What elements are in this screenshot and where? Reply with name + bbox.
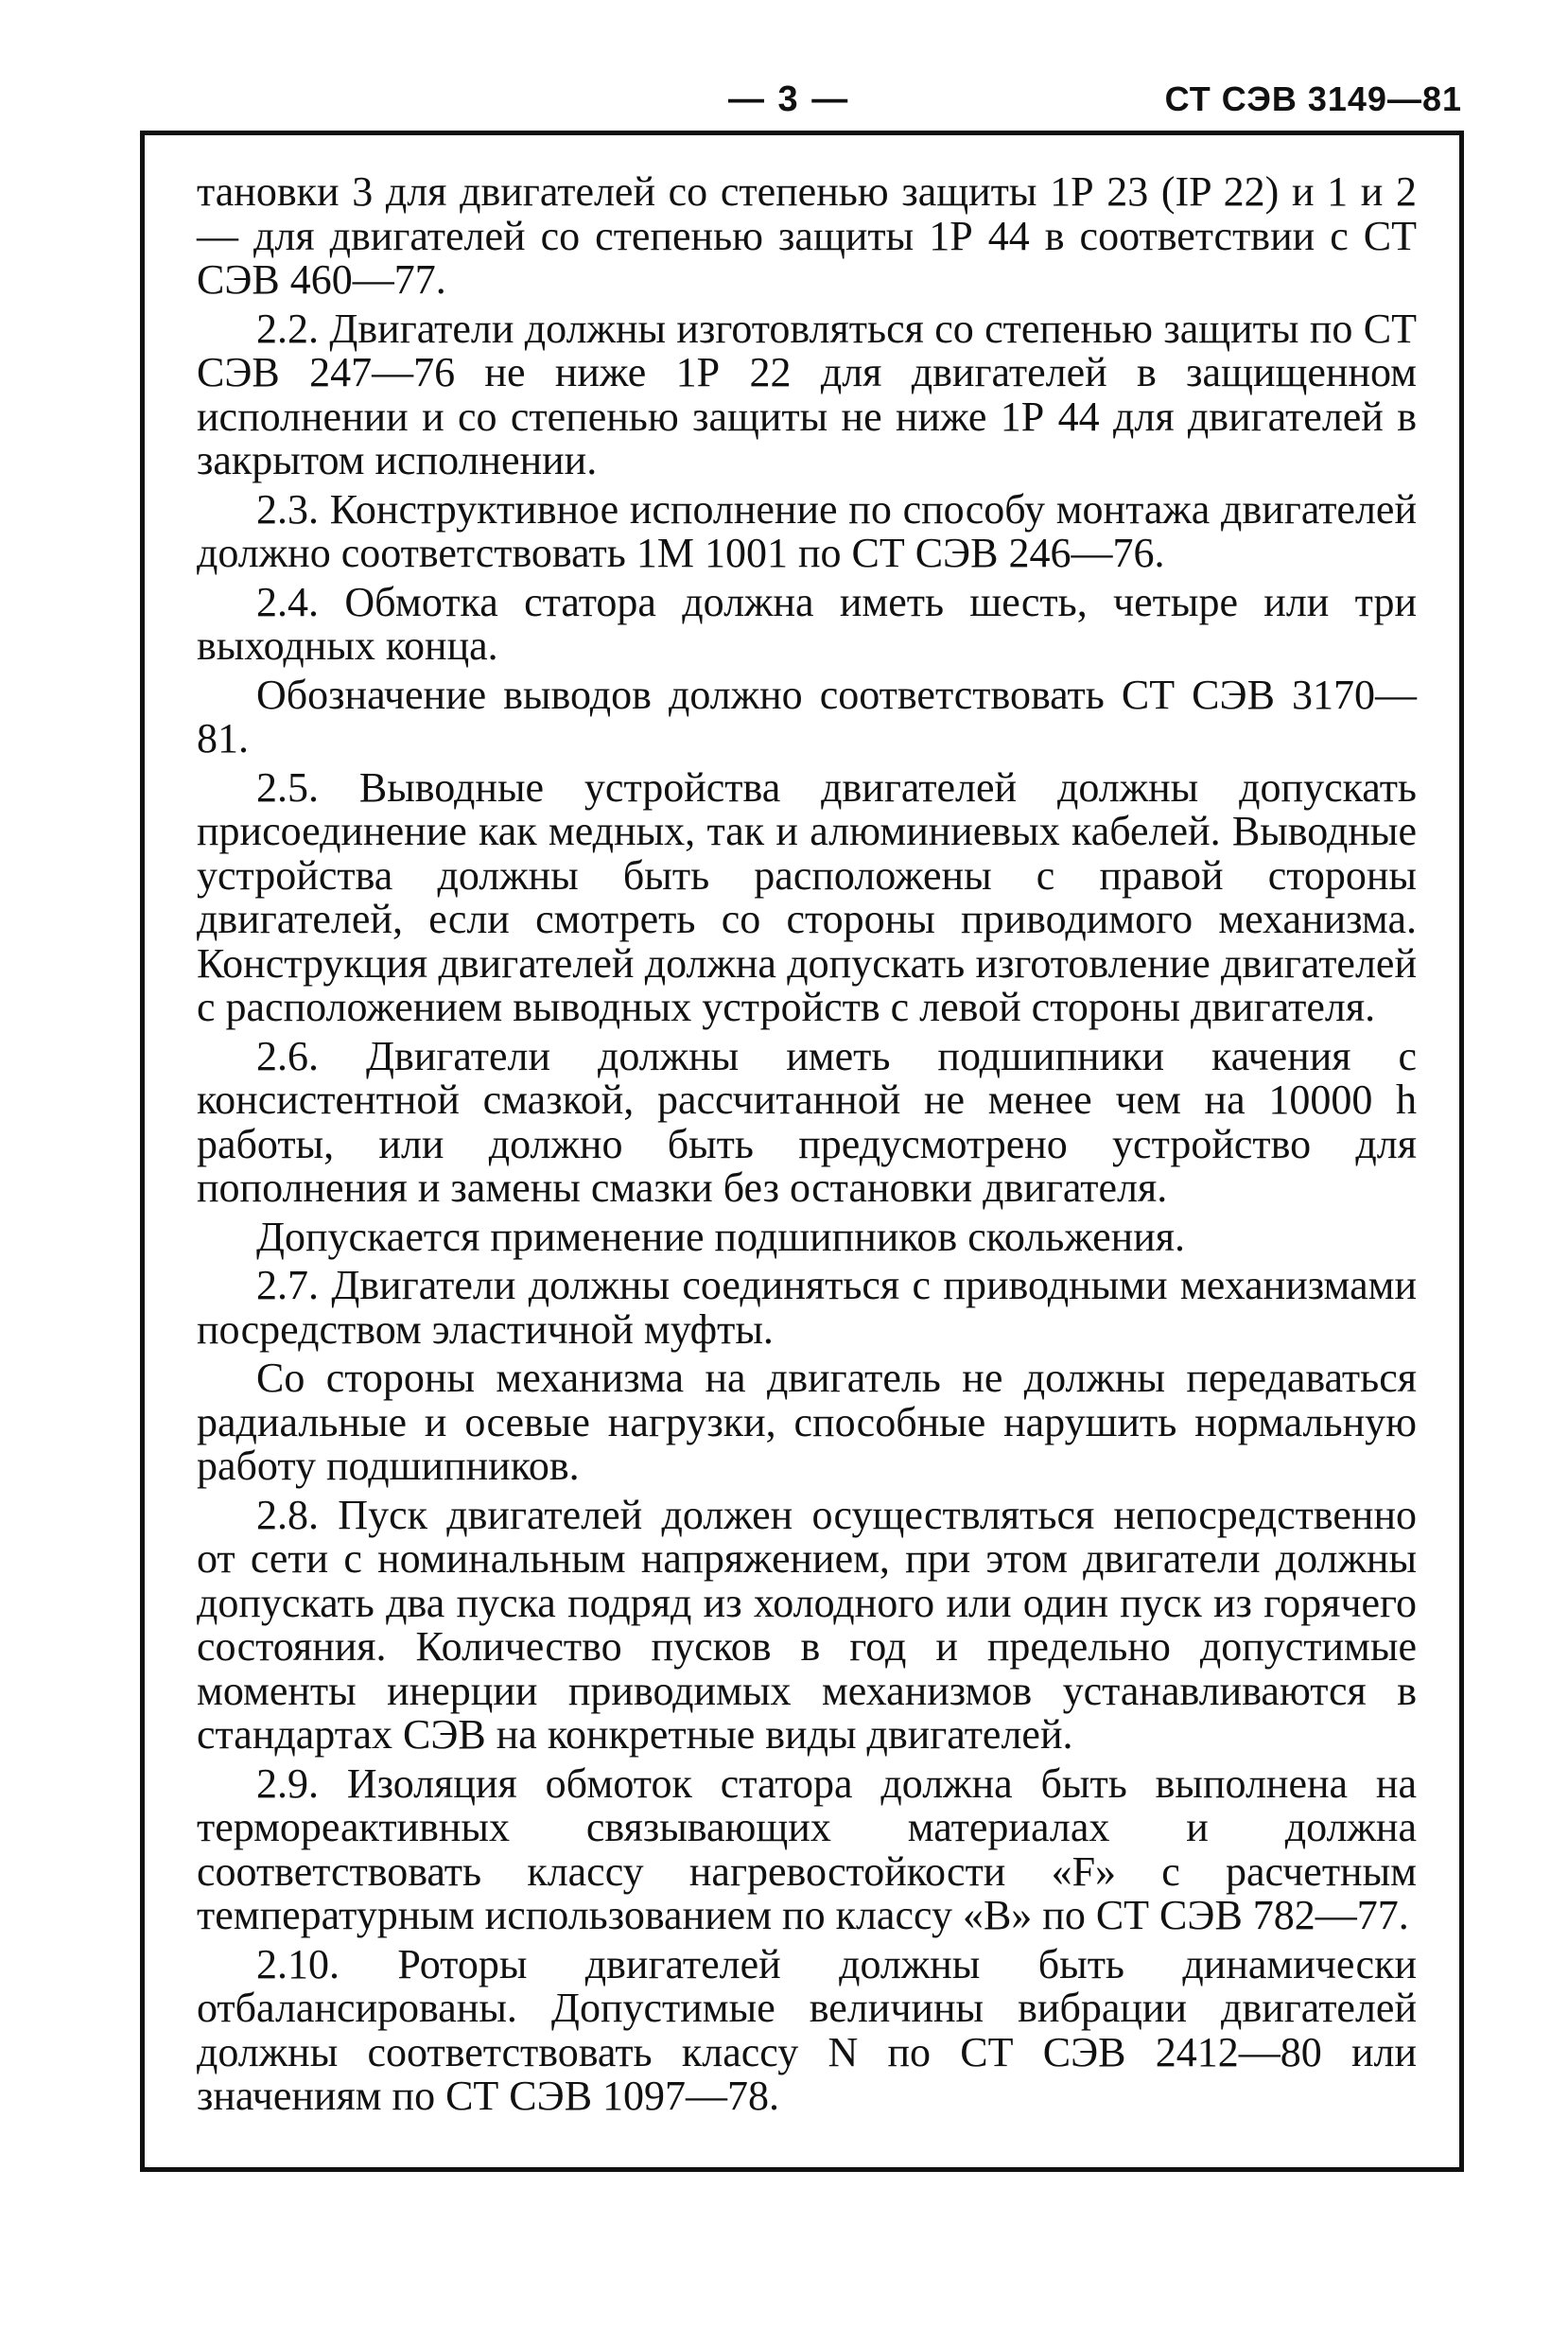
paragraph-2-9: 2.9. Изоляция обмоток статора должна быть выполнена на термореактивных связывающих материалах и должна соответствовать классу нагревостойкости «F» с расчетным температурным использованием по классу «В» по СТ СЭВ 782—77. xyxy=(197,1759,1417,1938)
paragraph-2-3: 2.3. Конструктивное исполнение по способу монтажа двигателей должно соответствовать 1М 1001 по СТ СЭВ 246—76. xyxy=(197,485,1417,576)
frame-border-bottom xyxy=(140,2167,1464,2172)
paragraph-2-10: 2.10. Роторы двигателей должны быть динамически отбалансированы. Допустимые величины вибрации двигателей должны соответствовать классу N по СТ СЭВ 2412—80 или значениям по СТ СЭВ 1097—78. xyxy=(197,1940,1417,2119)
paragraph-2-7: 2.7. Двигатели должны соединяться с приводными механизмами посредством эластичной муфты. xyxy=(197,1262,1417,1353)
document-body xyxy=(197,170,1417,2124)
paragraph-continuation: тановки 3 для двигателей со степенью защиты 1Р 23 (IP 22) и 1 и 2 — для двигателей со степенью защиты 1Р 44 в соответствии с СТ СЭВ 460—77. xyxy=(197,168,1417,303)
paragraph-2-7-note: Со стороны механизма на двигатель не должны передаваться радиальные и осевые нагрузки, способные нарушить нормальную работу подшипников. xyxy=(197,1355,1417,1489)
paragraph-2-2: 2.2. Двигатели должны изготовляться со степенью защиты по СТ СЭВ 247—76 не ниже 1Р 22 для двигателей в защищенном исполнении и со степенью защиты не ниже 1Р 44 для двигателей в закрытом исполнении. xyxy=(197,305,1417,483)
paragraph-2-4: 2.4. Обмотка статора должна иметь шесть, четыре или три выходных конца. xyxy=(197,578,1417,669)
frame-border-right xyxy=(1459,131,1464,2172)
page-header xyxy=(0,76,1568,132)
page-number: — 3 — xyxy=(728,79,850,119)
frame-border-left xyxy=(140,131,145,2172)
frame-border-top xyxy=(140,131,1464,135)
paragraph-2-6-note: Допускается применение подшипников скольжения. xyxy=(256,1213,1186,1260)
paragraph-2-4-designation: Обозначение выводов должно соответствовать СТ СЭВ 3170—81. xyxy=(197,671,1417,761)
standard-code: СТ СЭВ 3149—81 xyxy=(1164,79,1462,118)
paragraph-2-8: 2.8. Пуск двигателей должен осуществляться непосредственно от сети с номинальным напряжением, при этом двигатели должны допускать два пуска подряд из холодного или один пуск из горячего состояния. Количество пусков в год и предельно допустимые моменты инерции приводимых механизмов устанавливаются в стандартах СЭВ на конкретные виды двигателей. xyxy=(197,1491,1417,1758)
paragraph-2-5: 2.5. Выводные устройства двигателей должны допускать присоединение как медных, так и алюминиевых кабелей. Выводные устройства должны быть расположены с правой стороны двигателей, если смотреть со стороны приводимого механизма. Конструкция двигателей должна допускать изготовление двигателей с расположением выводных устройств с левой стороны двигателя. xyxy=(197,763,1417,1030)
paragraph-2-6: 2.6. Двигатели должны иметь подшипники качения с консистентной смазкой, рассчитанной не менее чем на 10000 h работы, или должно быть предусмотрено устройство для пополнения и замены смазки без остановки двигателя. xyxy=(197,1032,1417,1211)
